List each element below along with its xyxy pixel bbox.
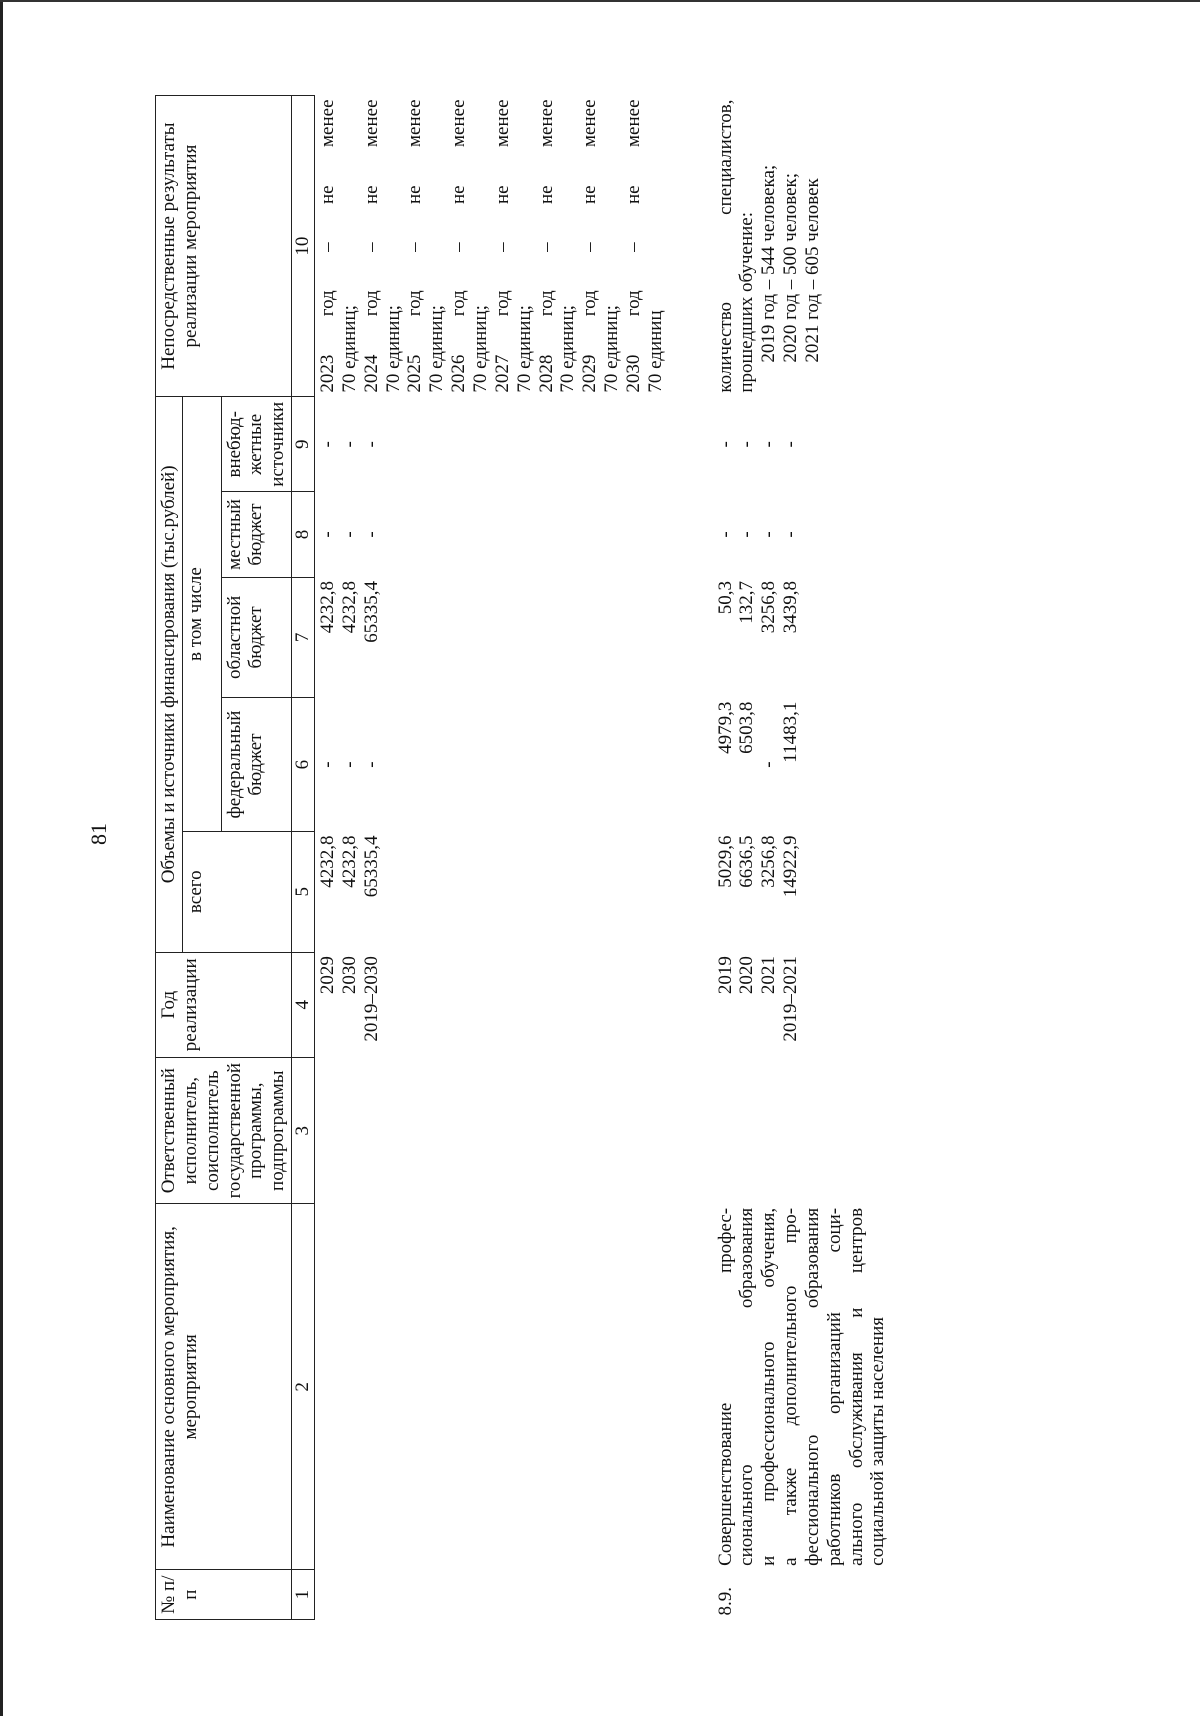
funding-table <box>155 95 891 1620</box>
header-funding: Объемы и источники финансирования (тыс.рублей) <box>156 397 183 952</box>
name-line: ального обслуживания и центров <box>845 1207 867 1566</box>
local-value: - <box>736 531 758 538</box>
local-value: - <box>317 531 339 538</box>
result-line: 2026 год – не менее <box>448 99 470 393</box>
column-number: 3 <box>292 1058 315 1204</box>
result-line: 2030 год – не менее <box>622 99 644 393</box>
year-value: 2019–2021 <box>780 956 802 1042</box>
header-year: Год реализации <box>156 952 292 1057</box>
extra-value: - <box>736 441 758 448</box>
local-value: - <box>780 531 802 538</box>
federal-value: - <box>360 761 382 768</box>
result-line: 2023 год – не менее <box>317 99 339 393</box>
extra-value: - <box>317 441 339 448</box>
result-line: 2028 год – не менее <box>535 99 557 393</box>
header-number: № п/п <box>156 1570 292 1620</box>
total-value: 4232,8 <box>317 835 339 888</box>
header-federal: федеральный бюджет <box>221 698 292 832</box>
name-line: и профессионального обучения, <box>758 1207 780 1566</box>
year-value: 2030 <box>338 956 360 995</box>
column-number: 7 <box>292 577 315 698</box>
result-line: количество специалистов, <box>714 99 736 393</box>
page-number: 81 <box>86 823 111 845</box>
federal-value: - <box>338 761 360 768</box>
result-line: 70 единиц; <box>426 305 448 393</box>
result-line: 2025 год – не менее <box>404 99 426 393</box>
year-value: 2021 <box>758 956 780 995</box>
name-line: а также дополнительного про- <box>780 1207 802 1566</box>
header-executor: Ответственный исполнитель, соисполнитель государственной программы, подпрограммы <box>156 1058 292 1204</box>
regional-value: 65335,4 <box>360 581 382 643</box>
table-row-8-9 <box>713 96 892 1620</box>
local-cell <box>315 492 669 577</box>
rotated-table-container <box>155 95 915 1620</box>
regional-value: 4232,8 <box>317 581 339 634</box>
header-extra: внебюд-жетные источники <box>221 397 292 492</box>
result-line: 2029 год – не менее <box>579 99 601 393</box>
result-line: 2027 год – не менее <box>491 99 513 393</box>
regional-value: 3256,8 <box>758 581 780 634</box>
column-number: 1 <box>292 1570 315 1620</box>
regional-value: 132,7 <box>736 581 758 624</box>
regional-value: 3439,8 <box>780 581 802 634</box>
year-value: 2019–2030 <box>360 956 382 1042</box>
name-line: фессионального образования <box>801 1207 823 1566</box>
result-line: 70 единиц; <box>513 305 535 393</box>
total-value: 14922,9 <box>780 835 802 898</box>
extra-value: - <box>714 441 736 448</box>
federal-value: 6503,8 <box>736 701 758 754</box>
header-name: Наименование основного мероприятия, мероприятия <box>156 1204 292 1570</box>
column-number: 10 <box>292 96 315 397</box>
result-line: прошедших обучение: <box>736 211 758 393</box>
extra-value: - <box>360 441 382 448</box>
local-value: - <box>338 531 360 538</box>
regional-cell <box>315 577 669 698</box>
extra-value: - <box>758 441 780 448</box>
year-cell <box>315 952 669 1057</box>
year-value: 2020 <box>736 956 758 995</box>
federal-cell <box>315 698 669 832</box>
results-cell <box>315 96 669 397</box>
result-line: 70 единиц; <box>338 305 360 393</box>
total-value: 65335,4 <box>360 835 382 898</box>
year-cell <box>713 952 892 1057</box>
extra-cell <box>315 397 669 492</box>
total-value: 5029,6 <box>714 835 736 888</box>
result-line: 70 единиц; <box>601 305 623 393</box>
column-number: 5 <box>292 831 315 952</box>
federal-value: 4979,3 <box>714 701 736 754</box>
total-cell <box>315 831 669 952</box>
row-number-cell <box>315 1570 669 1620</box>
spacer-row <box>669 96 713 1620</box>
name-line: социальной защиты населения <box>867 1316 889 1566</box>
result-line: 70 единиц; <box>469 305 491 393</box>
federal-value: 11483,1 <box>780 701 802 763</box>
scan-top-edge <box>0 0 1200 2</box>
scan-edge <box>0 0 3 1716</box>
total-value: 4232,8 <box>338 835 360 888</box>
extra-value: - <box>338 441 360 448</box>
row-number-cell: 8.9. <box>714 1587 736 1616</box>
federal-value: - <box>758 761 780 768</box>
local-value: - <box>714 531 736 538</box>
year-value: 2019 <box>714 956 736 995</box>
header-total: всего <box>182 831 291 952</box>
header-regional: областной бюджет <box>221 577 292 698</box>
result-line: 2019 год – 544 человека; <box>758 164 780 363</box>
total-cell <box>713 831 892 952</box>
year-value: 2029 <box>317 956 339 995</box>
column-number: 2 <box>292 1204 315 1570</box>
column-number: 9 <box>292 397 315 492</box>
regional-value: 4232,8 <box>338 581 360 634</box>
local-value: - <box>758 531 780 538</box>
result-line: 70 единиц; <box>557 305 579 393</box>
result-line: 2020 год – 500 человек; <box>780 172 802 363</box>
column-numbers-row <box>292 96 315 1620</box>
local-cell <box>713 492 892 577</box>
column-number: 8 <box>292 492 315 577</box>
total-value: 6636,5 <box>736 835 758 888</box>
regional-value: 50,3 <box>714 581 736 615</box>
name-cell <box>315 1204 669 1570</box>
executor-cell <box>713 1058 892 1204</box>
name-line: работников организаций соци- <box>823 1207 845 1566</box>
header-local: местный бюджет <box>221 492 292 577</box>
column-number: 4 <box>292 952 315 1057</box>
column-number: 6 <box>292 698 315 832</box>
federal-cell <box>713 698 892 832</box>
table-row-block1 <box>315 96 669 1620</box>
result-line: 2024 год – не менее <box>360 99 382 393</box>
extra-value: - <box>780 441 802 448</box>
local-value: - <box>360 531 382 538</box>
header-including: в том числе <box>182 397 221 832</box>
result-line: 2021 год – 605 человек <box>801 178 823 363</box>
regional-cell <box>713 577 892 698</box>
name-line: Совершенствование профес- <box>714 1207 736 1566</box>
name-cell <box>713 1204 892 1570</box>
result-line: 70 единиц <box>644 310 666 393</box>
name-line: сионального образования <box>736 1207 758 1566</box>
total-value: 3256,8 <box>758 835 780 888</box>
results-cell <box>713 96 892 397</box>
result-line: 70 единиц; <box>382 305 404 393</box>
header-results: Непосредственные результаты реализации мероприятия <box>156 96 292 397</box>
extra-cell <box>713 397 892 492</box>
federal-value: - <box>317 761 339 768</box>
executor-cell <box>315 1058 669 1204</box>
